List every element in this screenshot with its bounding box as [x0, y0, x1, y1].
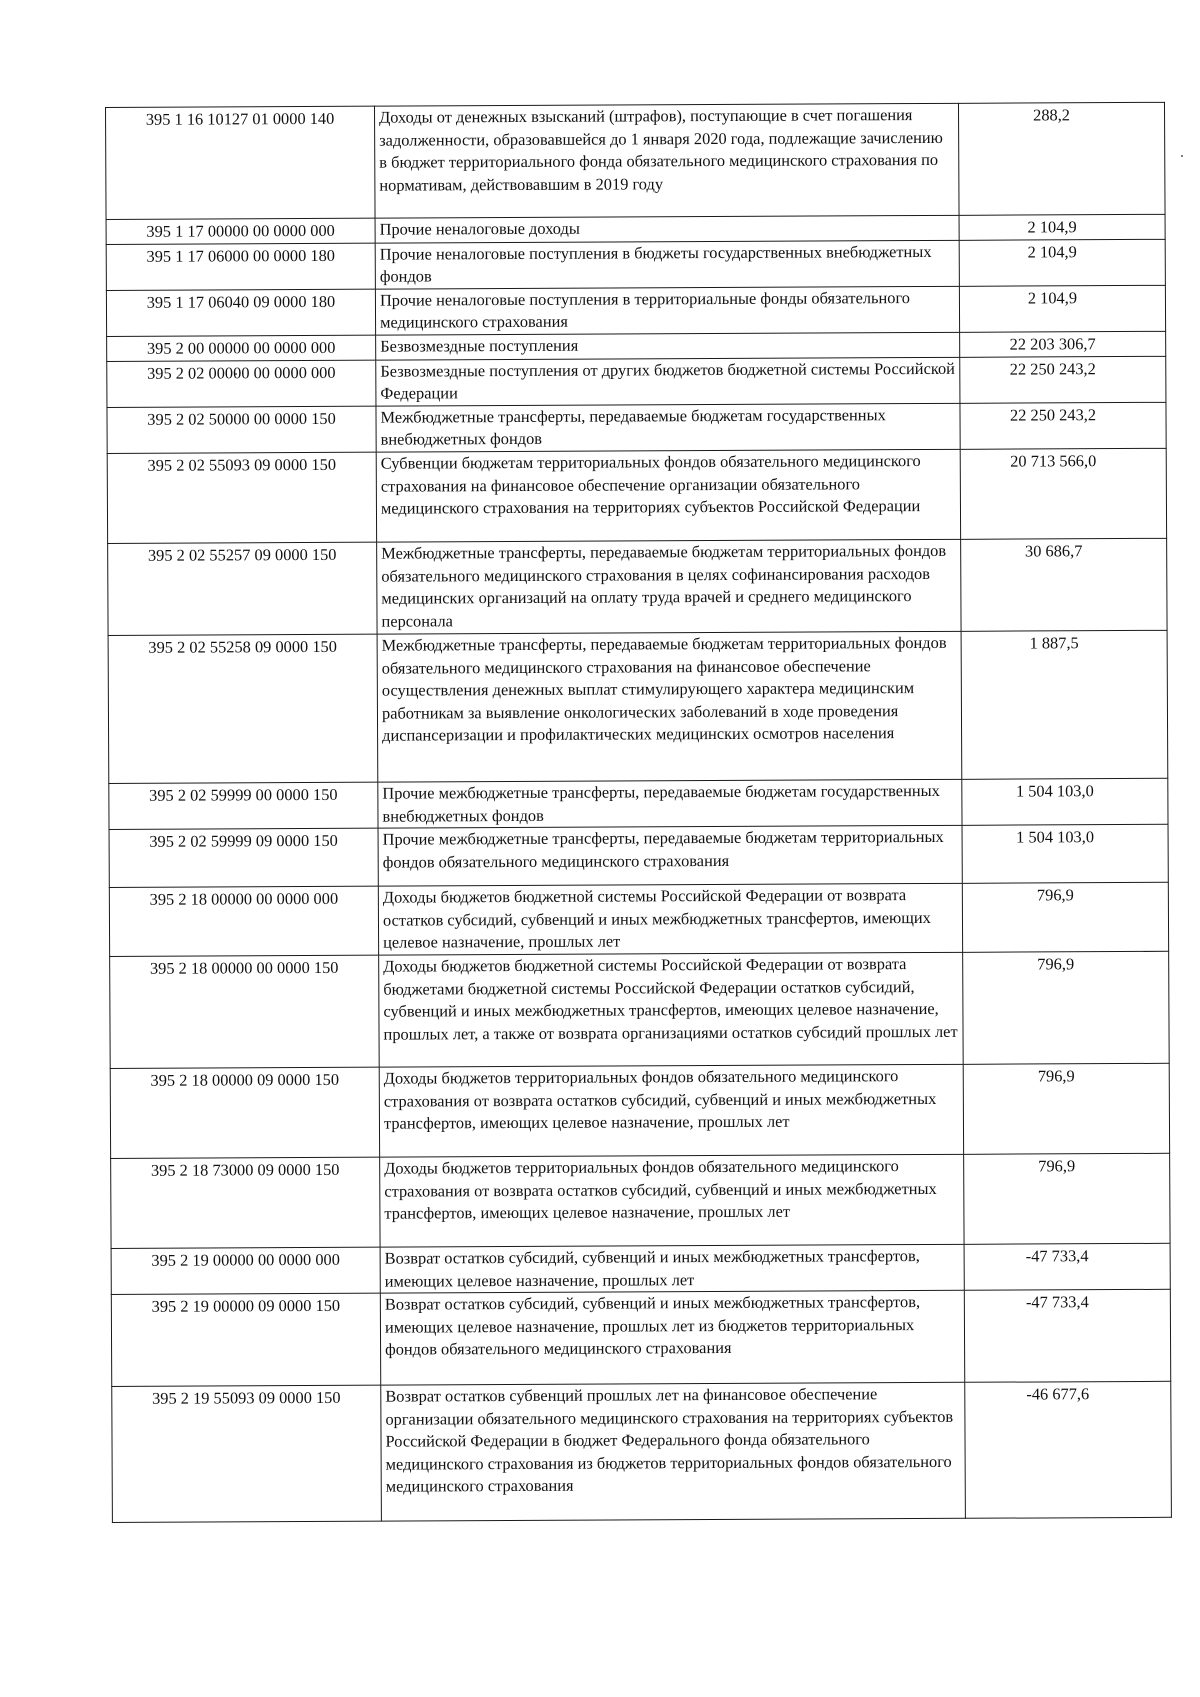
table-row — [111, 1153, 1170, 1248]
table-row — [110, 951, 1170, 1068]
amount: 30 686,7 — [961, 538, 1167, 631]
amount: -47 733,4 — [964, 1289, 1170, 1382]
budget-code: 395 2 02 59999 09 0000 150 — [109, 828, 378, 887]
table-row — [107, 356, 1166, 407]
revenue-name: Возврат остатков субсидий, субвенций и иных межбюджетных трансфертов, имеющих целевое назначение, прошлых лет — [380, 1244, 964, 1293]
amount: 1 504 103,0 — [962, 778, 1168, 825]
table-row — [109, 778, 1168, 829]
revenue-name: Безвозмездные поступления от других бюджетов бюджетной системы Российской Федерации — [376, 357, 960, 406]
budget-code: 395 2 02 50000 00 0000 150 — [107, 406, 376, 454]
revenue-name: Межбюджетные трансферты, передаваемые бюджетам территориальных фондов обязательного медицинского страхования в целях софинансирования расходов медицинских организаций на оплату труда врачей и среднего медицинского персонала — [377, 539, 961, 634]
revenue-name: Субвенции бюджетам территориальных фондов обязательного медицинского страхования на финансовое обеспечение организации обязательного медицинского страхования на территориях субъектов Российской Федерации — [376, 449, 960, 542]
table-row — [108, 538, 1167, 635]
table-row — [111, 1243, 1170, 1294]
revenue-name: Межбюджетные трансферты, передаваемые бюджетам территориальных фондов обязательного медицинского страхования на финансовое обеспечение осуществления денежных выплат стимулирующего характера медицинским работникам за выявление онкологических заболеваний в ходе проведения диспансеризации и профилактических медицинских осмотров населения — [377, 631, 962, 782]
table-row — [109, 882, 1168, 956]
budget-code: 395 1 17 06000 00 0000 180 — [106, 243, 375, 291]
table-row — [106, 239, 1165, 290]
amount: 22 203 306,7 — [960, 331, 1166, 357]
amount: -47 733,4 — [964, 1243, 1170, 1290]
revenue-name: Доходы бюджетов бюджетной системы Российской Федерации от возврата остатков субсидий, субвенций и иных межбюджетных трансфертов, имеющих целевое назначение, прошлых лет — [378, 883, 962, 955]
amount: 796,9 — [963, 951, 1170, 1064]
revenue-name: Возврат остатков субвенций прошлых лет на финансовое обеспечение организации обязательного медицинского страхования на территориях субъектов Российской Федерации в бюджет Федерального фонда обязательного медицинского страхования из бюджетов территориальных фондов обязательного медицинского страхования — [381, 1382, 966, 1521]
revenue-name: Прочие неналоговые поступления в бюджеты государственных внебюджетных фондов — [375, 240, 959, 289]
budget-code: 395 2 19 55093 09 0000 150 — [112, 1385, 382, 1522]
revenue-name: Доходы от денежных взысканий (штрафов), поступающие в счет погашения задолженности, образовавшейся до 1 января 2020 года, подлежащие зачислению в бюджет территориального фонда обязательного медицинского страхования по нормативам, действовавшим в 2019 году — [374, 103, 959, 218]
budget-code: 395 2 19 00000 00 0000 000 — [111, 1247, 380, 1295]
table-row — [112, 1381, 1172, 1522]
budget-code: 395 2 02 55257 09 0000 150 — [108, 542, 377, 635]
revenue-name: Безвозмездные поступления — [376, 332, 960, 359]
amount: 22 250 243,2 — [960, 356, 1166, 403]
table-row — [106, 285, 1165, 336]
revenue-name: Межбюджетные трансферты, передаваемые бюджетам государственных внебюджетных фондов — [376, 403, 960, 452]
amount: 796,9 — [962, 882, 1168, 952]
table-row — [107, 448, 1166, 543]
amount: 1 887,5 — [961, 630, 1168, 779]
revenue-name: Прочие неналоговые доходы — [375, 215, 959, 242]
budget-code: 395 1 17 06040 09 0000 180 — [106, 289, 375, 337]
budget-code: 395 2 18 00000 09 0000 150 — [110, 1067, 379, 1158]
amount: 2 104,9 — [959, 214, 1165, 240]
budget-code: 395 2 18 00000 00 0000 150 — [110, 955, 380, 1068]
revenue-name: Доходы бюджетов территориальных фондов обязательного медицинского страхования от возврата остатков субсидий, субвенций и иных межбюджетных трансфертов, имеющих целевое назначение, прошлых лет — [380, 1154, 964, 1247]
amount: 20 713 566,0 — [960, 448, 1166, 539]
amount: 288,2 — [958, 102, 1165, 215]
revenue-name: Прочие неналоговые поступления в территориальные фонды обязательного медицинского страхования — [375, 286, 959, 335]
table-row — [108, 630, 1168, 783]
revenue-name: Возврат остатков субсидий, субвенций и иных межбюджетных трансфертов, имеющих целевое назначение, прошлых лет из бюджетов территориальных фондов обязательного медицинского страхования — [380, 1290, 964, 1385]
amount: -46 677,6 — [965, 1381, 1172, 1518]
revenue-name: Доходы бюджетов бюджетной системы Российской Федерации от возврата бюджетами бюджетной системы Российской Федерации остатков субсидий, субвенций и иных межбюджетных трансфертов, имеющих целевое назначение, прошлых лет, а также от возврата организациями остатков субсидий прошлых лет — [379, 952, 964, 1067]
scan-artifact-dot — [1181, 155, 1183, 157]
amount: 796,9 — [963, 1063, 1169, 1154]
budget-code: 395 1 16 10127 01 0000 140 — [106, 106, 376, 219]
budget-code: 395 2 02 55258 09 0000 150 — [108, 634, 378, 783]
table-row — [111, 1289, 1170, 1386]
table-row — [107, 402, 1166, 453]
budget-code: 395 2 02 00000 00 0000 000 — [107, 360, 376, 408]
table-row — [110, 1063, 1169, 1158]
budget-code: 395 2 18 73000 09 0000 150 — [111, 1157, 380, 1248]
revenue-name: Доходы бюджетов территориальных фондов обязательного медицинского страхования от возврата остатков субсидий, субвенций и иных межбюджетных трансфертов, имеющих целевое назначение, прошлых лет — [379, 1064, 963, 1157]
table-row — [106, 102, 1166, 219]
table-row — [109, 824, 1168, 887]
amount: 1 504 103,0 — [962, 824, 1168, 883]
amount: 22 250 243,2 — [960, 402, 1166, 449]
budget-code: 395 2 02 55093 09 0000 150 — [107, 452, 376, 543]
budget-code: 395 1 17 00000 00 0000 000 — [106, 218, 375, 244]
budget-code: 395 2 18 00000 00 0000 000 — [109, 886, 378, 956]
budget-code: 395 2 19 00000 09 0000 150 — [111, 1293, 380, 1386]
amount: 796,9 — [964, 1153, 1170, 1244]
amount: 2 104,9 — [959, 285, 1165, 332]
amount: 2 104,9 — [959, 239, 1165, 286]
revenue-table — [105, 102, 1172, 1523]
revenue-name: Прочие межбюджетные трансферты, передаваемые бюджетам государственных внебюджетных фондов — [378, 779, 962, 828]
budget-code: 395 2 02 59999 00 0000 150 — [109, 782, 378, 830]
revenue-name: Прочие межбюджетные трансферты, передаваемые бюджетам территориальных фондов обязательного медицинского страхования — [378, 825, 962, 886]
budget-code: 395 2 00 00000 00 0000 000 — [107, 335, 376, 361]
